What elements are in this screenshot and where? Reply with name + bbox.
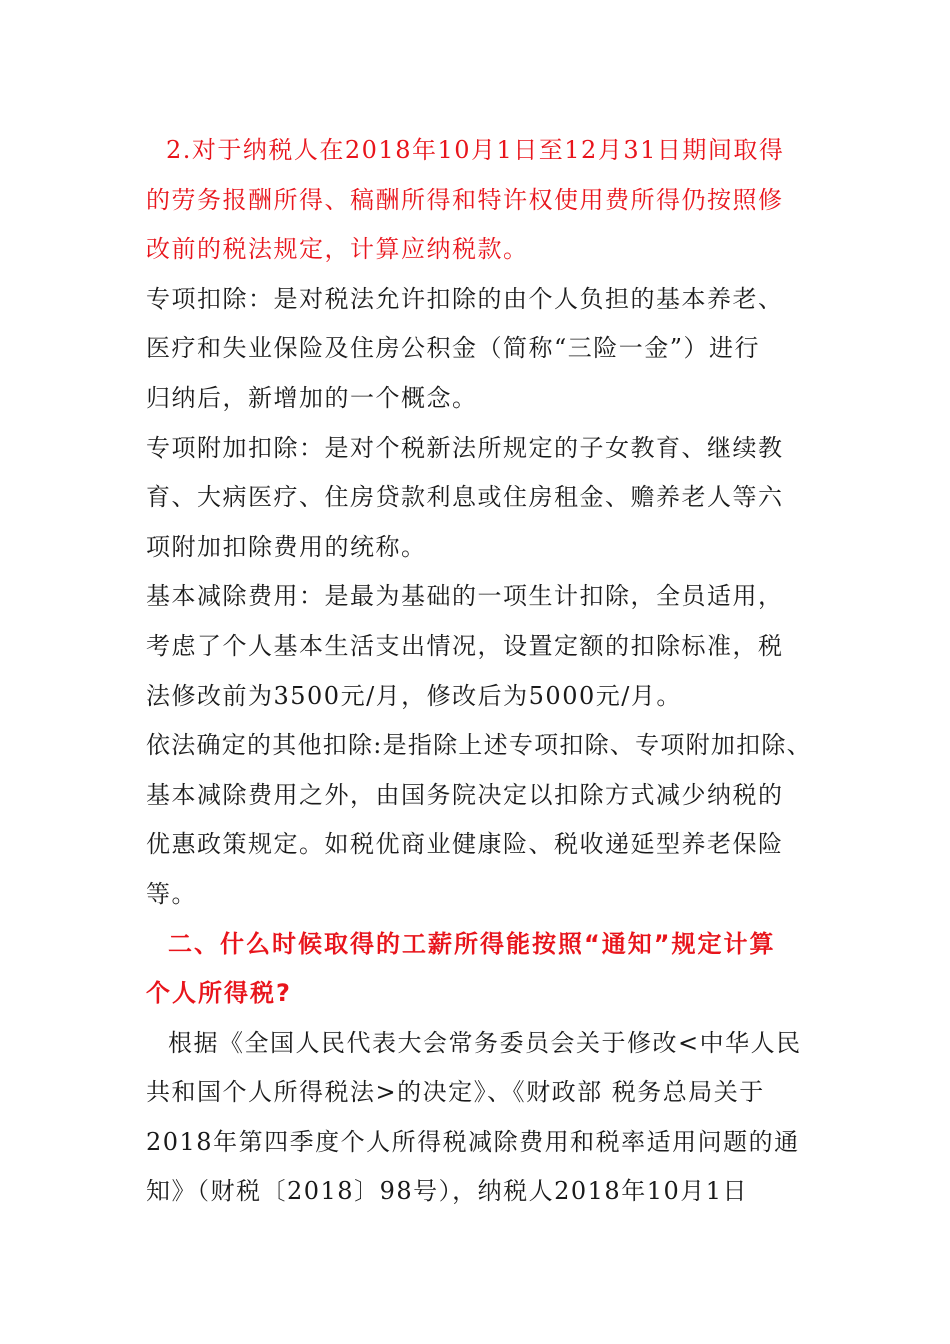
section-heading-2 xyxy=(146,920,816,1019)
paragraph-transitional-rule xyxy=(146,126,816,275)
text-line: 基本减除费用：是最为基础的一项生计扣除，全员适用， xyxy=(146,582,784,611)
text-line: 共和国个人所得税法>的决定》、《财政部 税务总局关于 xyxy=(146,1078,765,1107)
text-line: 项附加扣除费用的统称。 xyxy=(146,532,427,561)
text-line: 育、大病医疗、住房贷款利息或住房租金、赡养老人等六 xyxy=(146,483,784,512)
text-line: 的劳务报酬所得、稿酬所得和特许权使用费所得仍按照修 xyxy=(146,185,784,214)
text-line: 归纳后，新增加的一个概念。 xyxy=(146,383,478,412)
text-line: 知》（财税〔2018〕98号），纳税人2018年10月1日 xyxy=(146,1177,749,1206)
text-line: 专项扣除：是对税法允许扣除的由个人负担的基本养老、 xyxy=(146,284,784,313)
text-line: 改前的税法规定，计算应纳税款。 xyxy=(146,235,529,264)
document-body xyxy=(146,126,816,1217)
heading-line: 个人所得税? xyxy=(146,979,292,1008)
text-line: 法修改前为3500元/月，修改后为5000元/月。 xyxy=(146,681,682,710)
text-line: 优惠政策规定。如税优商业健康险、税收递延型养老保险 xyxy=(146,830,784,859)
text-line: 根据《全国人民代表大会常务委员会关于修改<中华人民 xyxy=(168,1028,802,1057)
text-line: 等。 xyxy=(146,879,197,908)
heading-line: 二、什么时候取得的工薪所得能按照“通知”规定计算 xyxy=(168,929,776,958)
text-line: 2.对于纳税人在2018年10月1日至12月31日期间取得 xyxy=(166,136,785,164)
paragraph-basic-deduction xyxy=(146,572,816,721)
text-line: 2018年第四季度个人所得税减除费用和税率适用问题的通 xyxy=(146,1127,800,1156)
paragraph-special-additional-deduction xyxy=(146,424,816,573)
text-line: 考虑了个人基本生活支出情况，设置定额的扣除标准，税 xyxy=(146,631,784,660)
text-line: 基本减除费用之外，由国务院决定以扣除方式减少纳税的 xyxy=(146,780,784,809)
paragraph-legal-basis xyxy=(146,1019,816,1217)
text-line: 依法确定的其他扣除:是指除上述专项扣除、专项附加扣除、 xyxy=(146,731,812,760)
paragraph-special-deduction xyxy=(146,275,816,424)
text-line: 医疗和失业保险及住房公积金（简称“三险一金”）进行 xyxy=(146,334,761,363)
text-line: 专项附加扣除：是对个税新法所规定的子女教育、继续教 xyxy=(146,433,784,462)
paragraph-other-deduction xyxy=(146,721,816,919)
